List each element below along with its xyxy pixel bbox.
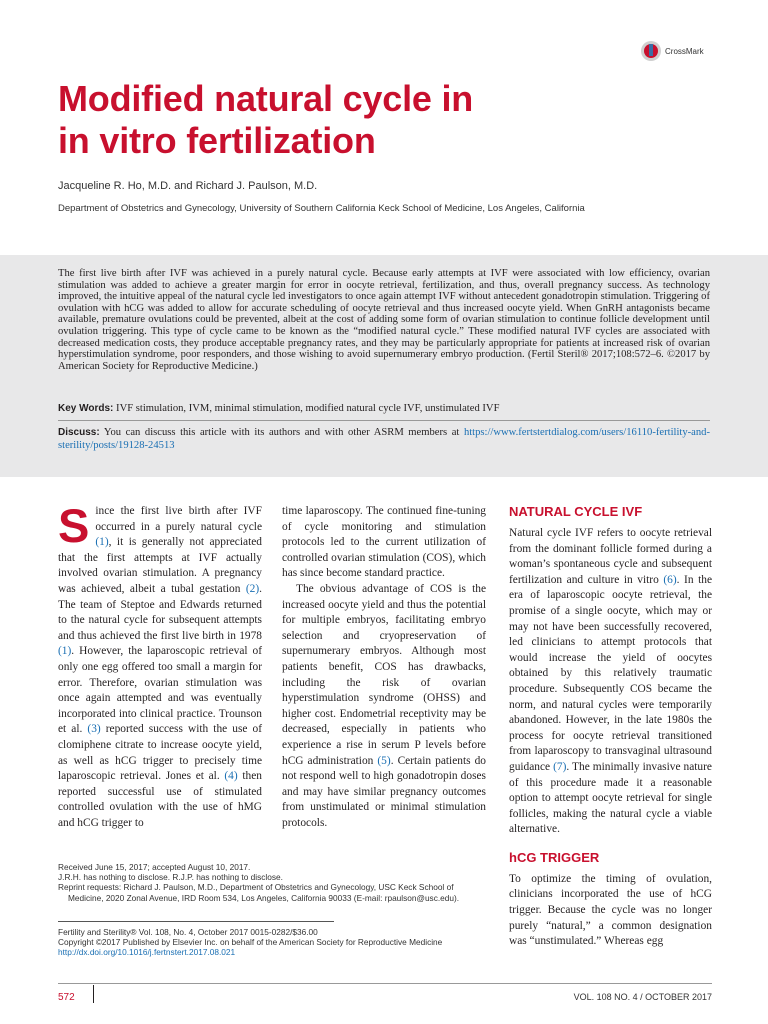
citation-link[interactable]: (1): [58, 645, 72, 658]
cos-text: . Certain patients do not respond well to high gonadotropin doses and may have similar pregnancy outcomes from unstimulated or minimal stimulation protocols.: [282, 754, 486, 829]
citation-link[interactable]: (1): [95, 536, 109, 549]
crossmark-label: CrossMark: [665, 46, 704, 56]
authors: Jacqueline R. Ho, M.D. and Richard J. Paulson, M.D.: [58, 180, 318, 192]
intro-paragraph: [58, 499, 262, 831]
title-line-2: in vitro fertilization: [58, 120, 376, 161]
natural-cycle-paragraph: [509, 526, 712, 838]
body-column-2: [282, 504, 486, 831]
reprint-requests: Reprint requests: Richard J. Paulson, M.D., Department of Obstetrics and Gynecology, USC Keck School of Medicine, 2020 Zonal Avenue, IRD Room 534, Los Angeles, California 90033 (E-mail: rpaulson@usc.edu).: [58, 882, 460, 903]
disclosure-note: J.R.H. has nothing to disclose. R.J.P. has nothing to disclose.: [58, 872, 283, 883]
intro-text: then reported successful use of stimulated controlled ovulation with the use of hMG and hCG trigger to: [58, 770, 262, 829]
journal-info: Fertility and Sterility® Vol. 108, No. 4, October 2017 0015-0282/$36.00: [58, 927, 318, 937]
intro-text: reported success with the use of clomiphene citrate to increase oocyte yield, as well as hCG trigger to precisely time laparoscopic retrieval. Jones et al.: [58, 723, 262, 783]
citation-link[interactable]: (7): [553, 760, 567, 773]
citation-link[interactable]: (4): [224, 770, 238, 783]
discuss-label: Discuss:: [58, 427, 100, 438]
crossmark-badge[interactable]: [640, 40, 704, 62]
natural-cycle-text: . The minimally invasive nature of this procedure made it a reasonable option to attempt oocyte retrieval for single follicles, making the natural cycle a viable alternative.: [509, 760, 712, 836]
page-number: 572: [58, 992, 75, 1003]
discuss-text: You can discuss this article with its authors and with other ASRM members at: [103, 427, 460, 438]
volume-info: VOL. 108 NO. 4 / OCTOBER 2017: [573, 992, 712, 1002]
intro-text: , it is generally not appreciated that the first attempts at IVF actually involved ovarian stimulation. A pregnancy was achieved, albeit a tubal gestation: [58, 536, 262, 595]
copyright-line: Copyright ©2017 Published by Elsevier Inc. on behalf of the American Society for Reproductive Medicine: [58, 937, 443, 948]
received-dates: Received June 15, 2017; accepted August 10, 2017.: [58, 862, 251, 872]
footer-divider: [58, 983, 712, 984]
body-column-3: [509, 504, 712, 950]
article-footnotes: [58, 862, 488, 903]
keywords-text: IVF stimulation, IVM, minimal stimulation, modified natural cycle IVF, unstimulated IVF: [116, 403, 500, 414]
section-heading-natural-cycle: NATURAL CYCLE IVF: [509, 504, 643, 519]
crossmark-icon: [640, 40, 662, 62]
abstract-divider: [58, 420, 710, 421]
page-number-separator: [93, 985, 94, 1003]
citation-link[interactable]: (5): [377, 754, 391, 767]
natural-cycle-text: Natural cycle IVF refers to oocyte retrieval from the dominant follicle formed during a woman’s spontaneous cycle and subsequent fertilization and culture in vitro: [509, 527, 712, 586]
intro-text: . However, the laparoscopic retrieval of only one egg offered too small a margin for error. Therefore, ovarian stimulation was once again attempted and was eventually incorporated into clinical practice. Trounson et al.: [58, 645, 262, 736]
discuss-note: [58, 426, 710, 452]
cos-paragraph-1: time laparoscopy. The continued fine-tuning of cycle monitoring and stimulation protocols led to the current utilization of controlled ovarian stimulation (COS), which has since become standard practice.: [282, 505, 486, 580]
keywords-label: Key Words:: [58, 403, 114, 414]
natural-cycle-text: . In the era of laparoscopic oocyte retrieval, the promise of a single oocyte, which may or may not have been successfully recovered, led clinicians to attempt protocols that would increase the yield of oocytes obtained by this relatively traumatic procedure. Subsequently COS became the norm, and natural cycles were temporarily abandoned. However, in the late 1980s the process for oocyte retrieval transitioned from laparoscopy to transvaginal ultrasound guidance: [509, 573, 712, 773]
abstract-text: The first live birth after IVF was achieved in a purely natural cycle. Because early attempts at IVF were associated with low efficiency, ovarian stimulation was added to achieve a greater margin for error in oocyte retrieval, fertilization, and thus, overall pregnancy success. As technology improved, the intuitive appeal of the natural cycle led investigators to once again attempt IVF without antecedent gonadotropin stimulation. Triggering of ovulation with hCG was added to allow for accurate scheduling of oocyte retrieval and thus increased oocyte yield. When GnRH antagonists became available, premature ovulations could be prevented, albeit at the cost of adding some form of ovarian stimulation to continue follicle development until ovulation triggering. This type of cycle came to be known as the “modified natural cycle.” These modified natural IVF cycles are associated with decreased medication costs, they produce acceptable pregnancy rates, and they may be particularly appropriate for patients at increased risk of ovarian hyperstimulation syndrome, poor responders, and those wishing to avoid supernumerary embryo production. (Fertil Steril® 2017;108:572–6. ©2017 by American Society for Reproductive Medicine.): [58, 268, 710, 372]
hcg-trigger-paragraph: To optimize the timing of ovulation, clinicians incorporated the use of hCG trigger. Because the cycle was no longer purely “natural,” a common designation was “unstimulated.” Whereas egg: [509, 872, 712, 948]
citation-link[interactable]: (2): [245, 582, 260, 595]
citation-link[interactable]: (6): [663, 573, 677, 586]
section-heading-hcg-trigger: hCG TRIGGER: [509, 849, 600, 865]
intro-text: . The team of Steptoe and Edwards returned to the natural cycle for subsequent attempts and thus achieved the first live birth in 1978: [58, 582, 262, 642]
affiliation: Department of Obstetrics and Gynecology, University of Southern California Keck School of Medicine, Los Angeles, California: [58, 203, 585, 214]
keywords: [58, 403, 710, 415]
cos-text: The obvious advantage of COS is the increased oocyte yield and thus the potential for multiple embryos, facilitating embryo selection and cryopreservation of supernumerary embryos. Although most patients benefit, COS has drawbacks, including the risk of ovarian hyperstimulation syndrome (OHSS) and higher cost. Endometrial receptivity may be decreased, especially in patients who experience a rise in serum P levels before hCG administration: [282, 582, 486, 767]
title-line-1: Modified natural cycle in: [58, 78, 474, 119]
citation-link[interactable]: (3): [87, 723, 101, 736]
cos-paragraph-2: [282, 582, 486, 832]
intro-text: ince the first live birth after IVF occurred in a purely natural cycle: [95, 505, 262, 533]
doi-link[interactable]: http://dx.doi.org/10.1016/j.fertnstert.2017.08.021: [58, 947, 236, 958]
article-title: [58, 78, 658, 162]
footnote-divider: [58, 921, 334, 922]
body-column-1: [58, 499, 262, 831]
publication-info: [58, 927, 488, 958]
discuss-link[interactable]: https://www.fertstertdialog.com/users/16110-fertility-and-sterility/posts/19128-24513: [58, 427, 710, 451]
drop-cap: S: [58, 499, 90, 552]
